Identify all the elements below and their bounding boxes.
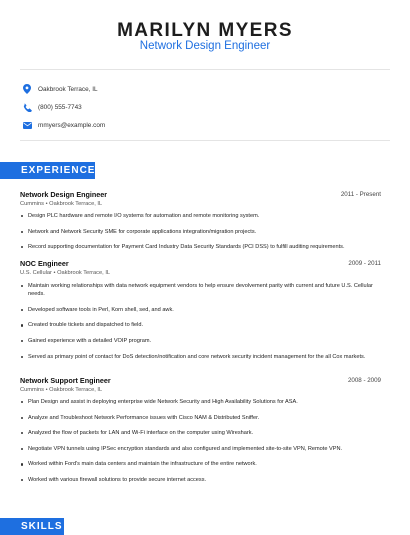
job-company: Cummins • Oakbrook Terrace, IL (20, 387, 103, 393)
skills-heading: SKILLS (0, 518, 64, 535)
contact-location (22, 82, 98, 96)
list-item: Analyze and Troubleshoot Network Performance issues with Cisco NAM & Distributed Sniffer. (20, 414, 380, 422)
job-bullets (20, 212, 380, 259)
email-text: mmyers@example.com (38, 121, 106, 129)
divider-top (20, 69, 390, 70)
phone-icon (22, 101, 32, 113)
list-item: Plan Design and assist in deploying enterprise wide Network Security and High Availability Solutions for ASA. (20, 398, 380, 406)
list-item: Worked within Ford's main data centers and maintain the infrastructure of the entire network. (20, 460, 380, 468)
list-item: Worked with various firewall solutions to provide secure internet access. (20, 476, 380, 484)
list-item: Maintain working relationships with data network equipment vendors to help ensure devolvement parity with current and future U.S. Cellular needs. (20, 282, 380, 299)
contact-phone (22, 100, 82, 114)
list-item: Record supporting documentation for Payment Card Industry Data Security Standards (PCI DSS) to fulfill auditing requirements. (20, 243, 380, 251)
candidate-role: Network Design Engineer (139, 40, 271, 52)
list-item: Network and Network Security SME for corporate applications integration/migration projects. (20, 228, 380, 236)
map-pin-icon (22, 83, 32, 95)
list-item: Analyzed the flow of packets for LAN and Wi-Fi interface on the computer using Wireshark. (20, 429, 380, 437)
list-item: Created trouble tickets and dispatched to field. (20, 321, 380, 329)
job-company: U.S. Cellular • Oakbrook Terrace, IL (20, 270, 111, 276)
list-item: Served as primary point of contact for DoS detection/notification and core network security incident management for the all Cox markets. (20, 353, 380, 361)
phone-text: (800) 555-7743 (38, 103, 82, 111)
contact-email (22, 118, 105, 132)
job-company: Cummins • Oakbrook Terrace, IL (20, 201, 103, 207)
job-dates: 2008 - 2009 (347, 377, 381, 384)
experience-heading: EXPERIENCE (0, 162, 95, 179)
candidate-name: MARILYN MYERS (117, 20, 293, 41)
divider-bottom (20, 140, 390, 141)
list-item: Design PLC hardware and remote I/O systems for automation and remote monitoring system. (20, 212, 380, 220)
job-title: NOC Engineer (20, 259, 69, 268)
job-dates: 2011 - Present (340, 191, 381, 198)
job-dates: 2009 - 2011 (348, 260, 381, 267)
job-bullets (20, 282, 380, 368)
location-text: Oakbrook Terrace, IL (38, 85, 98, 93)
list-item: Gained experience with a detailed VOIP program. (20, 337, 380, 345)
job-title: Network Design Engineer (20, 190, 108, 199)
list-item: Developed software tools in Perl, Korn shell, sed, and awk. (20, 306, 380, 314)
list-item: Negotiate VPN tunnels using IPSec encryption standards and also configured and implemented site-to-site VPN, Remote VPN. (20, 445, 380, 453)
job-title: Network Support Engineer (20, 376, 111, 385)
envelope-icon (22, 119, 32, 131)
job-bullets (20, 398, 380, 492)
